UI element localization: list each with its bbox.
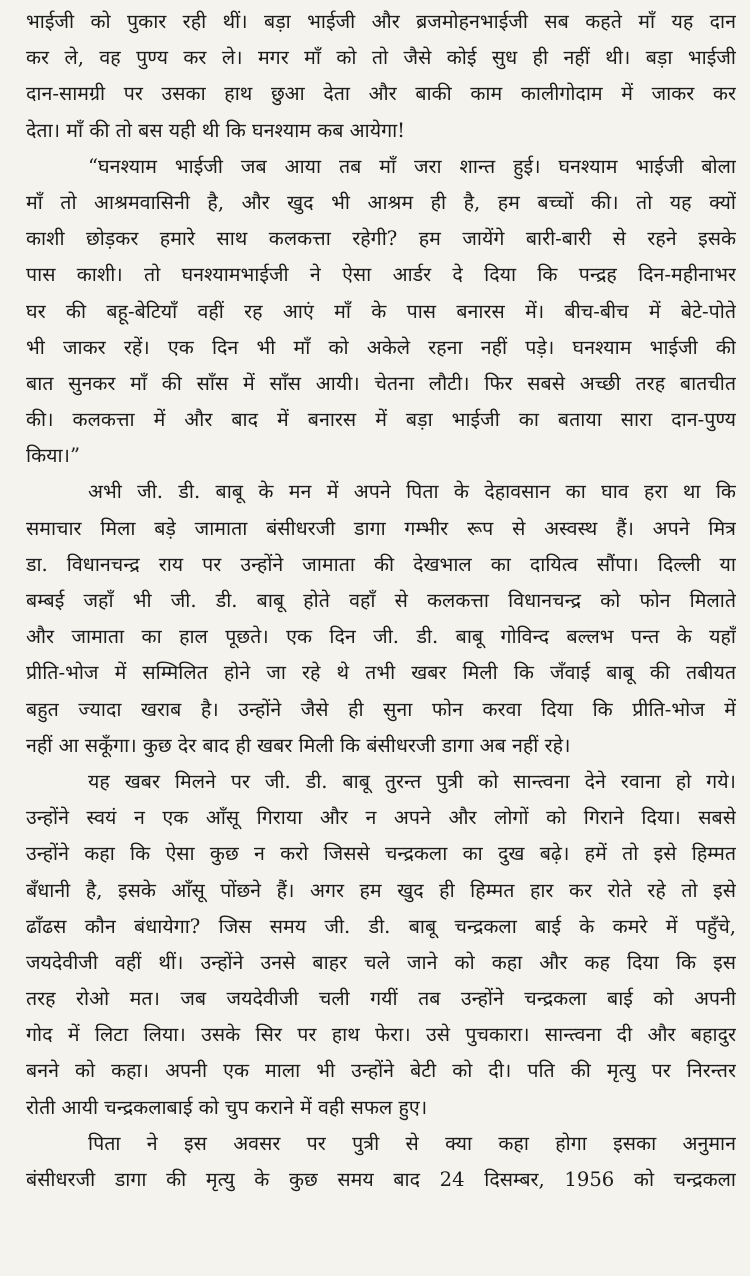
paragraph-2 (26, 149, 736, 475)
text-line: भी जाकर रहें। एक दिन भी माँ को अकेले रहना नहीं पड़े। घनश्याम भाईजी की (26, 335, 736, 359)
text-line: डा. विधानचन्द्र राय पर उन्होंने जामाता की देखभाल का दायित्व सौंपा। दिल्ली या (26, 552, 736, 576)
text-line: माँ तो आश्रमवासिनी है, और खुद भी आश्रम ही है, हम बच्चों की। तो यह क्यों (26, 190, 736, 214)
text-line: गोद में लिटा लिया। उसके सिर पर हाथ फेरा। उसे पुचकारा। सान्त्वना दी और बहादुर (26, 1023, 736, 1047)
text-line: उन्होंने कहा कि ऐसा कुछ न करो जिससे चन्द्रकला का दुख बढ़े। हमें तो इसे हिम्मत (26, 842, 736, 866)
text-line: और जामाता का हाल पूछते। एक दिन जी. डी. बाबू गोविन्द बल्लभ पन्त के यहाँ (26, 625, 736, 649)
text-line: नहीं आ सकूँगा। कुछ देर बाद ही खबर मिली कि बंसीधरजी डागा अब नहीं रहे। (26, 733, 571, 757)
text-line: बात सुनकर माँ की साँस में साँस आयी। चेतना लौटी। फिर सबसे अच्छी तरह बातचीत (26, 371, 736, 395)
text-line: बनने को कहा। अपनी एक माला भी उन्होंने बेटी को दी। पति की मृत्यु पर निरन्तर (26, 1059, 736, 1083)
text-line: “घनश्याम भाईजी जब आया तब माँ जरा शान्त हुई। घनश्याम भाईजी बोला (88, 154, 736, 178)
text-line: बँधानी है, इसके आँसू पोंछने हैं। अगर हम खुद ही हिम्मत हार कर रोते रहे तो इसे (26, 878, 736, 902)
text-line: प्रीति-भोज में सम्मिलित होने जा रहे थे तभी खबर मिली कि जँवाई बाबू की तबीयत (26, 661, 736, 685)
text-line: घर की बहू-बेटियाँ वहीं रह आएं माँ के पास बनारस में। बीच-बीच में बेटे-पोते (26, 299, 736, 323)
text-line: बंसीधरजी डागा की मृत्यु के कुछ समय बाद 24 दिसम्बर, 1956 को चन्द्रकला (26, 1168, 736, 1191)
text-line: की। कलकत्ता में और बाद में बनारस में बड़ा भाईजी का बताया सारा दान-पुण्य (26, 408, 736, 432)
text-line: बहुत ज्यादा खराब है। उन्होंने जैसे ही सुना फोन करवा दिया कि प्रीति-भोज में (26, 697, 736, 721)
paragraph-3 (26, 474, 736, 764)
text-line: उन्होंने स्वयं न एक आँसू गिराया और न अपने और लोगों को गिराने दिया। सबसे (26, 806, 736, 830)
paragraph-4 (26, 764, 736, 1126)
text-line: भाईजी को पुकार रही थीं। बड़ा भाईजी और ब्रजमोहनभाईजी सब कहते माँ यह दान (26, 10, 736, 33)
text-line: कर ले, वह पुण्य कर ले। मगर माँ को तो जैसे कोई सुध ही नहीं थी। बड़ा भाईजी (26, 46, 736, 70)
text-line: काशी छोड़कर हमारे साथ कलकत्ता रहेगी? हम जायेंगे बारी-बारी से रहने इसके (26, 227, 736, 251)
text-line: किया।” (26, 444, 81, 468)
paragraph-5 (26, 1126, 736, 1198)
text-line: दान-सामग्री पर उसका हाथ छुआ देता और बाकी काम कालीगोदाम में जाकर कर (26, 82, 736, 106)
text-line: समाचार मिला बड़े जामाता बंसीधरजी डागा गम्भीर रूप से अस्वस्थ हैं। अपने मित्र (26, 516, 736, 540)
text-line: यह खबर मिलने पर जी. डी. बाबू तुरन्त पुत्री को सान्त्वना देने रवाना हो गये। (88, 769, 736, 793)
text-line: पास काशी। तो घनश्यामभाईजी ने ऐसा आर्डर दे दिया कि पन्द्रह दिन-महीनाभर (26, 263, 736, 287)
text-line: पिता ने इस अवसर पर पुत्री से क्या कहा होगा इसका अनुमान (88, 1131, 736, 1155)
text-line: जयदेवीजी वहीं थीं। उन्होंने उनसे बाहर चले जाने को कहा और कह दिया कि इस (26, 950, 736, 974)
text-line: अभी जी. डी. बाबू के मन में अपने पिता के देहावसान का घाव हरा था कि (88, 480, 736, 504)
text-line: ढाँढस कौन बंधायेगा? जिस समय जी. डी. बाबू चन्द्रकला बाई के कमरे में पहुँचे, (26, 914, 736, 938)
paragraph-1 (26, 4, 736, 149)
text-line: देता। माँ की तो बस यही थी कि घनश्याम कब आयेगा! (26, 118, 406, 142)
text-line: रोती आयी चन्द्रकलाबाई को चुप कराने में वही सफल हुए। (26, 1095, 428, 1119)
text-line: बम्बई जहाँ भी जी. डी. बाबू होते वहाँ से कलकत्ता विधानचन्द्र को फोन मिलाते (26, 589, 736, 612)
text-line: तरह रोओ मत। जब जयदेवीजी चली गयीं तब उन्होंने चन्द्रकला बाई को अपनी (26, 987, 736, 1011)
